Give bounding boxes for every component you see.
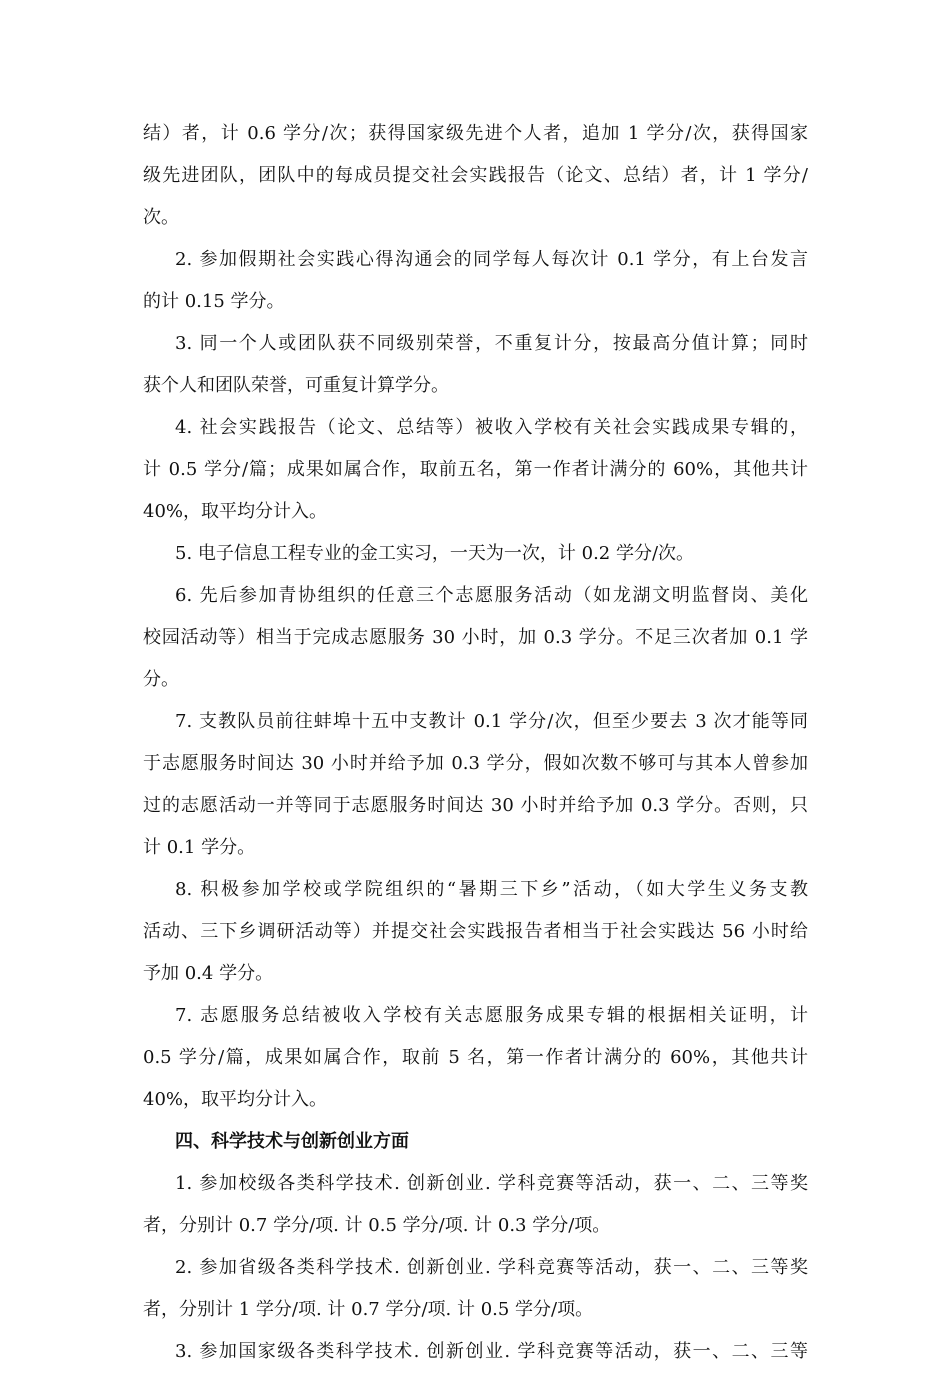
text-line: 计 0.5 学分/篇；成果如属合作，取前五名，第一作者计满分的 60%，其他共计: [143, 459, 808, 480]
text-line: 5. 电子信息工程专业的金工实习，一天为一次，计 0.2 学分/次。: [175, 543, 695, 564]
text-line: 3. 参加国家级各类科学技术. 创新创业. 学科竞赛等活动，获一、二、三等: [175, 1341, 808, 1362]
text-line: 级先进团队，团队中的每成员提交社会实践报告（论文、总结）者，计 1 学分/: [143, 165, 808, 186]
text-line: 予加 0.4 学分。: [143, 963, 274, 984]
text-line: 1. 参加校级各类科学技术. 创新创业. 学科竞赛等活动，获一、二、三等奖: [175, 1173, 808, 1194]
text-line: 分。: [143, 669, 179, 690]
text-line: 2. 参加假期社会实践心得沟通会的同学每人每次计 0.1 学分，有上台发言: [175, 249, 808, 270]
text-line: 获个人和团队荣誉，可重复计算学分。: [143, 375, 449, 396]
text-line: 计 0.1 学分。: [143, 837, 256, 858]
text-line: 的计 0.15 学分。: [143, 291, 285, 312]
text-line: 40%，取平均分计入。: [143, 1089, 328, 1110]
text-line: 者，分别计 1 学分/项. 计 0.7 学分/项. 计 0.5 学分/项。: [143, 1299, 594, 1320]
text-line: 4. 社会实践报告（论文、总结等）被收入学校有关社会实践成果专辑的，: [175, 417, 808, 438]
text-line: 2. 参加省级各类科学技术. 创新创业. 学科竞赛等活动，获一、二、三等奖: [175, 1257, 808, 1278]
text-line: 校园活动等）相当于完成志愿服务 30 小时，加 0.3 学分。不足三次者加 0.1 学: [143, 627, 808, 648]
text-line: 7. 支教队员前往蚌埠十五中支教计 0.1 学分/次，但至少要去 3 次才能等同: [175, 711, 808, 732]
text-line: 40%，取平均分计入。: [143, 501, 328, 522]
section-heading: 四、科学技术与创新创业方面: [175, 1131, 409, 1152]
text-line: 次。: [143, 207, 179, 228]
text-line: 结）者，计 0.6 学分/次；获得国家级先进个人者，追加 1 学分/次，获得国家: [143, 123, 808, 144]
text-line: 7. 志愿服务总结被收入学校有关志愿服务成果专辑的根据相关证明，计: [175, 1005, 808, 1026]
text-line: 于志愿服务时间达 30 小时并给予加 0.3 学分，假如次数不够可与其本人曾参加: [143, 753, 808, 774]
text-line: 6. 先后参加青协组织的任意三个志愿服务活动（如龙湖文明监督岗、美化: [175, 585, 808, 606]
text-line: 活动、三下乡调研活动等）并提交社会实践报告者相当于社会实践达 56 小时给: [143, 921, 808, 942]
document-page: [143, 113, 808, 1373]
text-line: 3. 同一个人或团队获不同级别荣誉，不重复计分，按最高分值计算；同时: [175, 333, 808, 354]
text-line: 8. 积极参加学校或学院组织的“暑期三下乡”活动，（如大学生义务支教: [175, 879, 808, 900]
text-line: 者，分别计 0.7 学分/项. 计 0.5 学分/项. 计 0.3 学分/项。: [143, 1215, 611, 1236]
text-line: 过的志愿活动一并等同于志愿服务时间达 30 小时并给予加 0.3 学分。否则，只: [143, 795, 808, 816]
text-line: 0.5 学分/篇，成果如属合作，取前 5 名，第一作者计满分的 60%，其他共计: [143, 1047, 808, 1068]
